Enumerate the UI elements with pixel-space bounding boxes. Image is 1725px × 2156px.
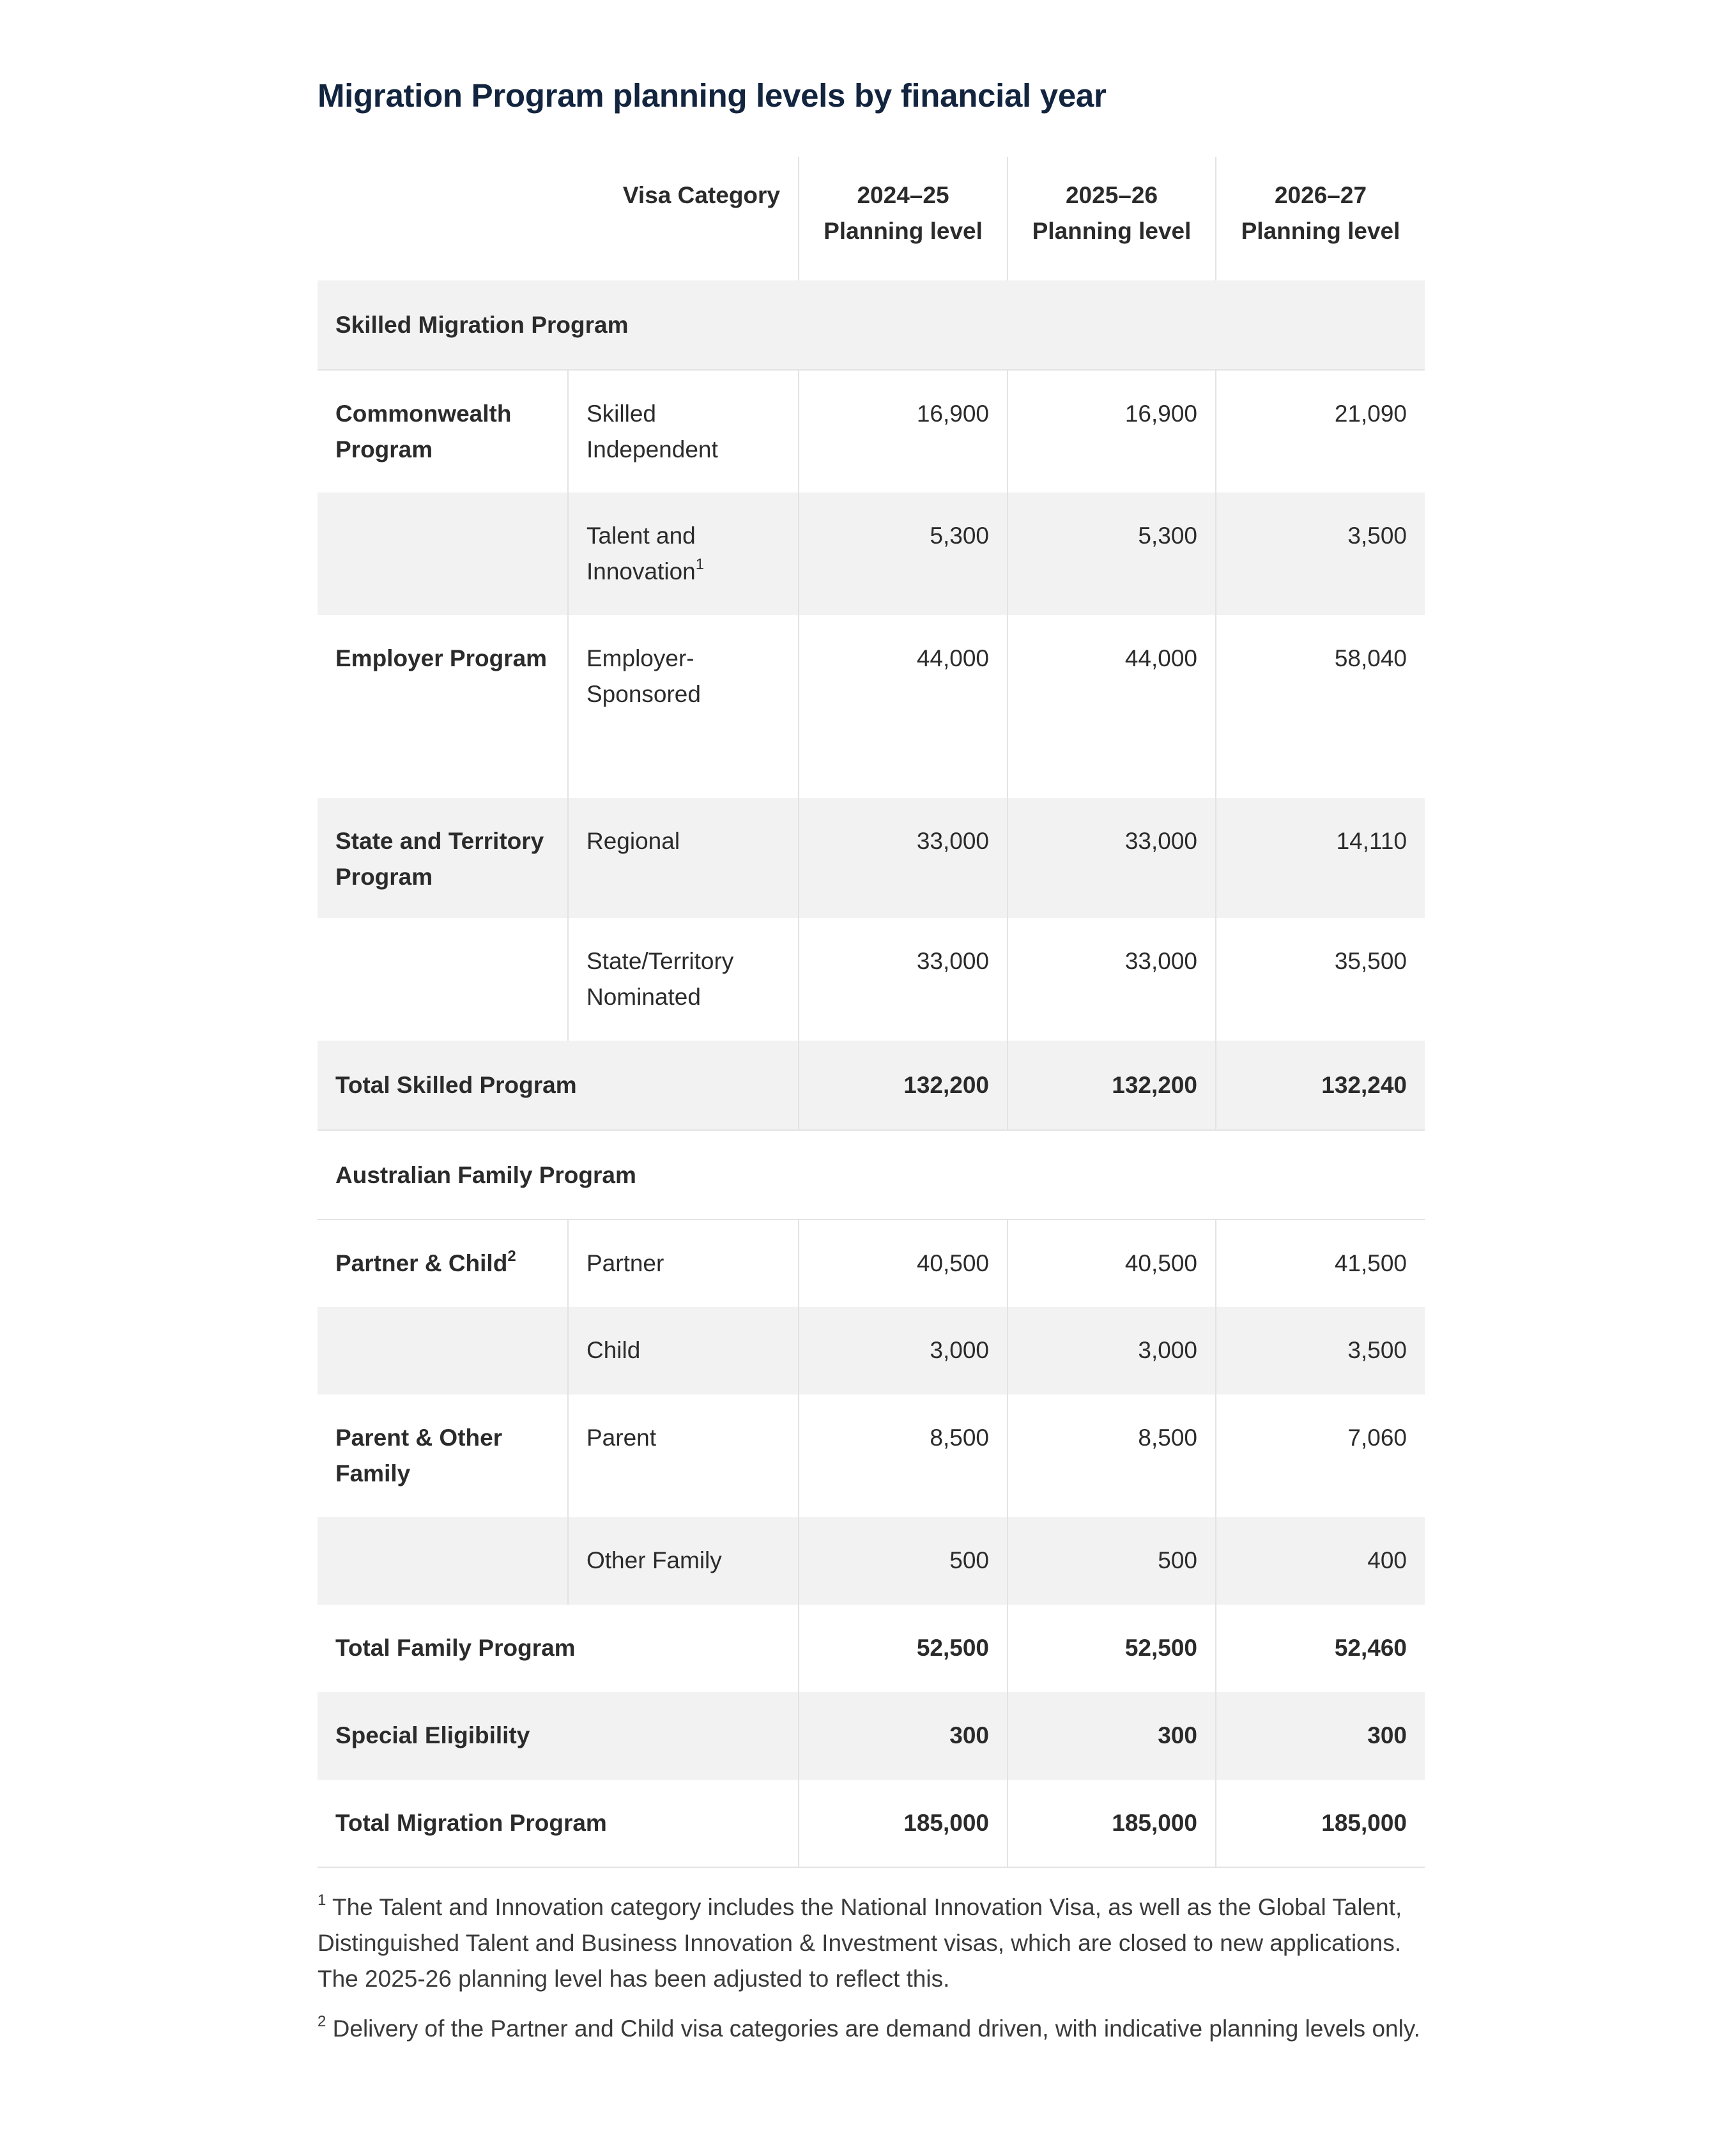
page-title: Migration Program planning levels by financial year [318, 77, 1107, 114]
total-value: 52,500 [799, 1605, 1008, 1692]
header-year: 2026–27 [1274, 182, 1367, 208]
total-label: Total Skilled Program [318, 1041, 799, 1130]
total-value: 132,200 [1008, 1041, 1216, 1130]
footnote-1 [318, 1890, 1425, 1997]
value-cell: 44,000 [799, 615, 1008, 798]
category-label: Other Family [568, 1517, 799, 1605]
value-cell: 5,300 [1008, 493, 1216, 615]
table-row [318, 1219, 1425, 1307]
header-planning-label: Planning level [824, 218, 983, 244]
value-cell: 8,500 [1008, 1395, 1216, 1517]
table-row [318, 370, 1425, 493]
value-cell: 40,500 [1008, 1219, 1216, 1307]
category-label: Skilled Independent [568, 370, 799, 493]
value-cell: 3,500 [1216, 1307, 1425, 1395]
group-label: Employer Program [335, 645, 548, 671]
header-year-2026-27 [1216, 157, 1425, 280]
total-value: 52,460 [1216, 1605, 1425, 1692]
table-row [318, 1517, 1425, 1605]
footnote-marker: 1 [695, 556, 705, 573]
value-cell: 58,040 [1216, 615, 1425, 798]
section-row-family [318, 1130, 1425, 1219]
total-label: Special Eligibility [335, 1722, 530, 1748]
page-content [318, 70, 1425, 2061]
total-value: 300 [1008, 1692, 1216, 1780]
category-cell [568, 493, 799, 615]
group-label: Parent & Other Family [335, 1425, 503, 1487]
category-label: Parent [568, 1395, 799, 1517]
footnotes [318, 1890, 1425, 2047]
total-row-skilled [318, 1041, 1425, 1130]
group-label: Commonwealth Program [335, 401, 512, 463]
value-cell: 3,000 [799, 1307, 1008, 1395]
total-label: Total Migration Program [318, 1780, 799, 1867]
footnote-2 [318, 2011, 1425, 2047]
total-value: 132,200 [799, 1041, 1008, 1130]
total-value: 52,500 [1008, 1605, 1216, 1692]
value-cell: 7,060 [1216, 1395, 1425, 1517]
value-cell: 500 [799, 1517, 1008, 1605]
header-visa-category: Visa Category [622, 182, 781, 208]
footnote-marker: 2 [507, 1248, 516, 1265]
group-cell [318, 1219, 568, 1307]
header-year: 2025–26 [1065, 182, 1158, 208]
total-value: 185,000 [1008, 1780, 1216, 1867]
table-row [318, 1307, 1425, 1395]
header-year-2024-25 [799, 157, 1008, 280]
footnote-marker: 1 [318, 1892, 326, 1909]
value-cell: 8,500 [799, 1395, 1008, 1517]
total-value: 185,000 [1216, 1780, 1425, 1867]
section-row-skilled [318, 280, 1425, 370]
grand-total-row [318, 1780, 1425, 1867]
value-cell: 40,500 [799, 1219, 1008, 1307]
value-cell: 400 [1216, 1517, 1425, 1605]
total-label: Total Family Program [335, 1635, 576, 1661]
table-row [318, 615, 1425, 798]
value-cell: 33,000 [799, 798, 1008, 918]
value-cell: 14,110 [1216, 798, 1425, 918]
value-cell: 44,000 [1008, 615, 1216, 798]
value-cell: 33,000 [1008, 798, 1216, 918]
value-cell: 41,500 [1216, 1219, 1425, 1307]
value-cell: 21,090 [1216, 370, 1425, 493]
planning-levels-table [318, 157, 1425, 1868]
section-label: Australian Family Program [318, 1130, 1425, 1219]
value-cell: 5,300 [799, 493, 1008, 615]
value-cell: 33,000 [1008, 918, 1216, 1041]
value-cell: 16,900 [799, 370, 1008, 493]
value-cell: 16,900 [1008, 370, 1216, 493]
group-label: State and Territory Program [335, 828, 544, 890]
section-label: Skilled Migration Program [318, 280, 1425, 370]
group-label [318, 1517, 568, 1605]
value-cell: 3,000 [1008, 1307, 1216, 1395]
value-cell: 33,000 [799, 918, 1008, 1041]
total-value: 300 [1216, 1692, 1425, 1780]
category-label: Child [568, 1307, 799, 1395]
value-cell: 35,500 [1216, 918, 1425, 1041]
header-planning-label: Planning level [1032, 218, 1192, 244]
table-row [318, 1395, 1425, 1517]
group-label: Partner & Child [335, 1250, 508, 1276]
table-header-row [318, 157, 1425, 280]
special-eligibility-row [318, 1692, 1425, 1780]
total-value: 300 [799, 1692, 1008, 1780]
table-row [318, 798, 1425, 918]
header-planning-label: Planning level [1241, 218, 1400, 244]
footnote-text: Delivery of the Partner and Child visa categories are demand driven, with indicative planning levels only. [332, 2015, 1420, 2042]
value-cell: 500 [1008, 1517, 1216, 1605]
footnote-text: The Talent and Innovation category includes the National Innovation Visa, as well as the Global Talent, Distinguished Talent and Business Innovation & Investment visas, which are closed to new applications. The 2025-26 planning level has been adjusted to reflect this. [318, 1894, 1402, 1992]
header-year-2025-26 [1008, 157, 1216, 280]
group-label [318, 1307, 568, 1395]
header-year: 2024–25 [857, 182, 949, 208]
table-row [318, 493, 1425, 615]
table-row [318, 918, 1425, 1041]
category-label: Partner [568, 1219, 799, 1307]
value-cell: 3,500 [1216, 493, 1425, 615]
footnote-marker: 2 [318, 2013, 326, 2030]
total-value: 185,000 [799, 1780, 1008, 1867]
group-label [318, 918, 568, 1041]
group-label [318, 493, 568, 615]
category-label: State/Territory Nominated [568, 918, 799, 1041]
total-value: 132,240 [1216, 1041, 1425, 1130]
category-label: Regional [568, 798, 799, 918]
category-label: Employer-Sponsored [568, 615, 799, 798]
total-row-family [318, 1605, 1425, 1692]
category-label: Talent and Innovation [586, 523, 696, 585]
